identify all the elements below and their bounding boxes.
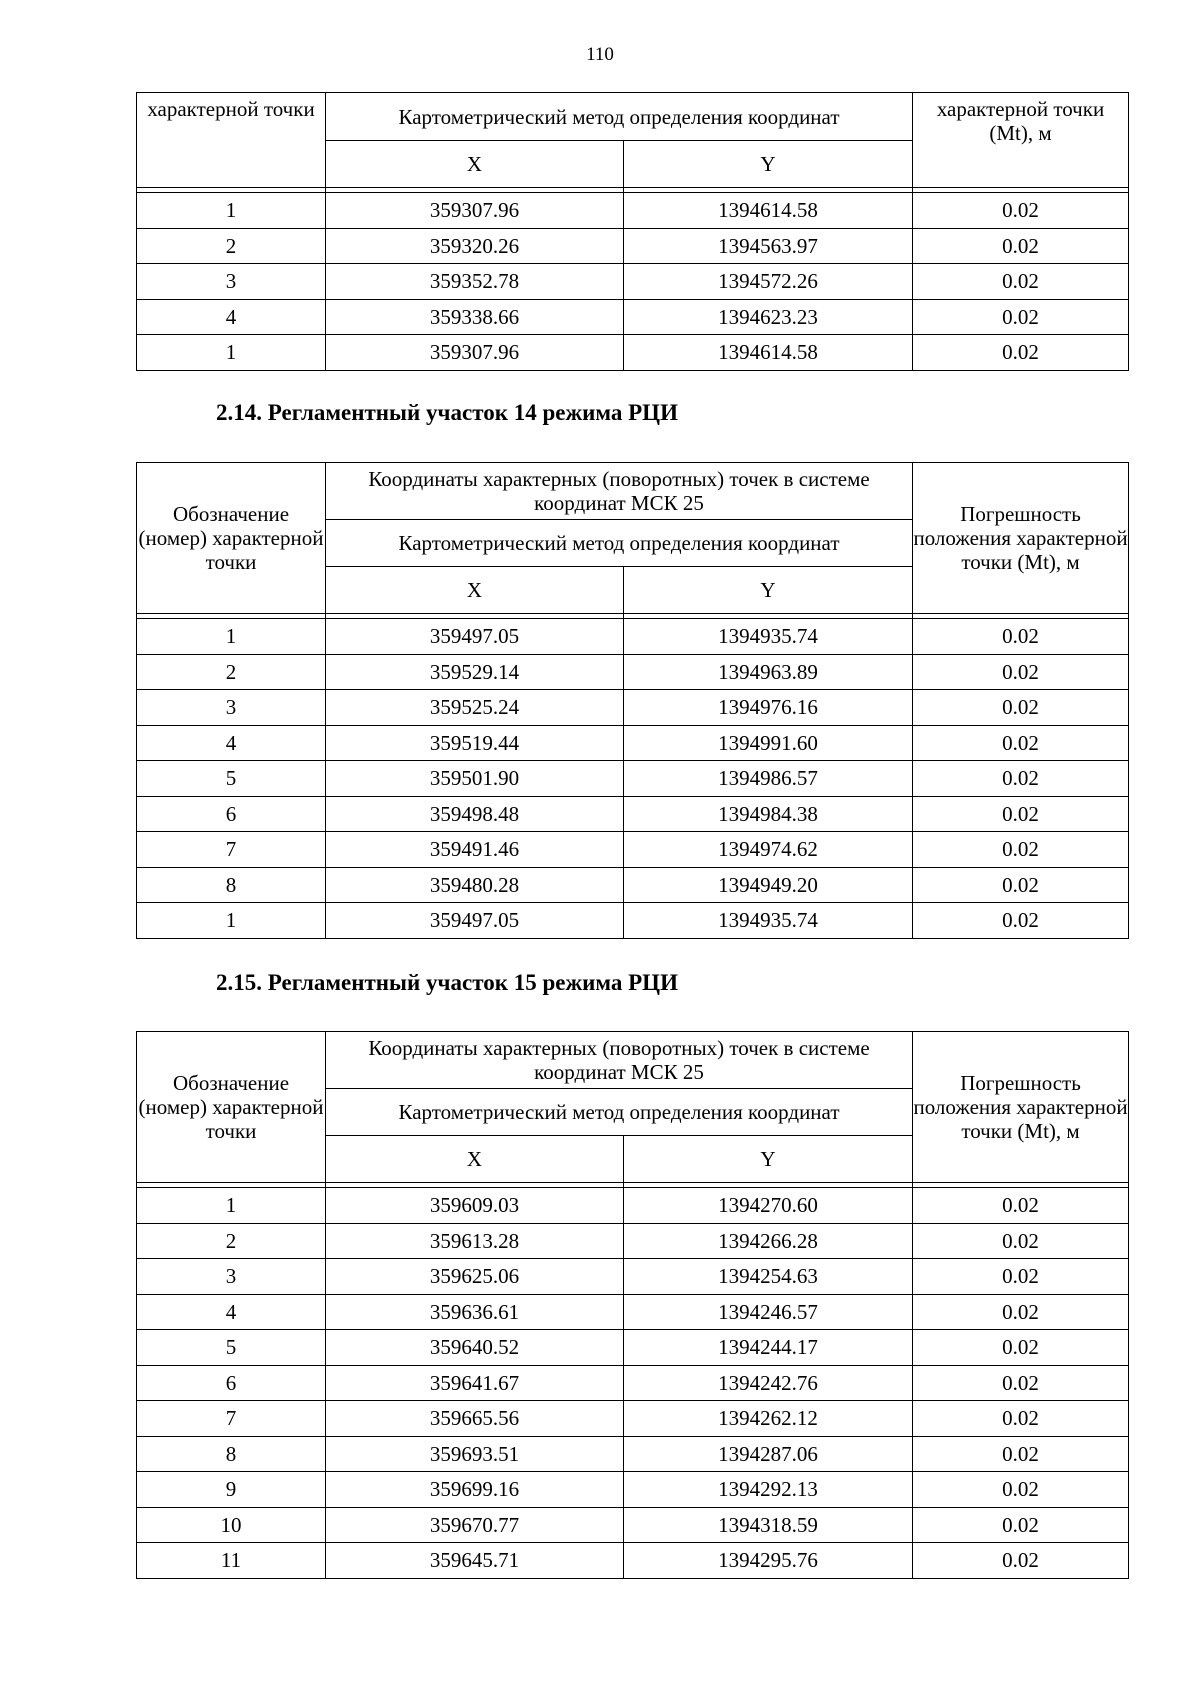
y-value: 1394295.76: [624, 1543, 913, 1579]
x-value: 359320.26: [326, 228, 624, 264]
y-value: 1394614.58: [624, 335, 913, 371]
point-number: 8: [137, 1436, 326, 1472]
y-value: 1394963.89: [624, 654, 913, 690]
point-number: 1: [137, 335, 326, 371]
table-row: [137, 1365, 1129, 1401]
y-value: 1394254.63: [624, 1259, 913, 1295]
x-value: 359641.67: [326, 1365, 624, 1401]
point-number: 11: [137, 1543, 326, 1579]
header-point-label: характерной точки: [137, 93, 326, 188]
x-value: 359480.28: [326, 867, 624, 903]
point-number: 4: [137, 299, 326, 335]
point-number: 2: [137, 654, 326, 690]
continuation-table: [136, 92, 1129, 371]
header-coords: Координаты характерных (поворотных) точек в системе координат МСК 25: [326, 1032, 913, 1089]
mt-value: 0.02: [913, 867, 1129, 903]
x-value: 359670.77: [326, 1507, 624, 1543]
point-number: 8: [137, 867, 326, 903]
point-number: 6: [137, 1365, 326, 1401]
table-row: [137, 619, 1129, 655]
x-value: 359625.06: [326, 1259, 624, 1295]
x-value: 359307.96: [326, 335, 624, 371]
y-value: 1394986.57: [624, 761, 913, 797]
header-x: X: [326, 567, 624, 614]
table-row: [137, 796, 1129, 832]
section-title-14: 2.14. Регламентный участок 14 режима РЦИ: [216, 400, 678, 425]
point-number: 10: [137, 1507, 326, 1543]
y-value: 1394292.13: [624, 1472, 913, 1508]
table-row: [137, 1330, 1129, 1366]
mt-value: 0.02: [913, 1507, 1129, 1543]
y-value: 1394246.57: [624, 1294, 913, 1330]
point-number: 3: [137, 264, 326, 300]
mt-value: 0.02: [913, 1401, 1129, 1437]
table-row: [137, 725, 1129, 761]
mt-value: 0.02: [913, 832, 1129, 868]
mt-value: 0.02: [913, 1294, 1129, 1330]
y-value: 1394270.60: [624, 1188, 913, 1224]
table-row: [137, 228, 1129, 264]
mt-value: 0.02: [913, 1188, 1129, 1224]
coordinates-table-15: [136, 1031, 1129, 1579]
table-row: [137, 832, 1129, 868]
y-value: 1394949.20: [624, 867, 913, 903]
header-y: Y: [624, 1136, 913, 1183]
mt-value: 0.02: [913, 193, 1129, 229]
y-value: 1394572.26: [624, 264, 913, 300]
y-value: 1394262.12: [624, 1401, 913, 1437]
y-value: 1394935.74: [624, 619, 913, 655]
header-method: Картометрический метод определения координат: [326, 520, 913, 567]
point-number: 7: [137, 832, 326, 868]
mt-value: 0.02: [913, 1472, 1129, 1508]
point-number: 1: [137, 903, 326, 939]
point-number: 2: [137, 228, 326, 264]
table-row: [137, 1188, 1129, 1224]
x-value: 359609.03: [326, 1188, 624, 1224]
section-title-15: 2.15. Регламентный участок 15 режима РЦИ: [216, 970, 678, 995]
x-value: 359613.28: [326, 1223, 624, 1259]
table-row: [137, 867, 1129, 903]
x-value: 359529.14: [326, 654, 624, 690]
table-row: [137, 1543, 1129, 1579]
point-number: 1: [137, 619, 326, 655]
point-number: 5: [137, 1330, 326, 1366]
point-number: 4: [137, 725, 326, 761]
page-number: 110: [586, 44, 614, 65]
point-number: 2: [137, 1223, 326, 1259]
x-value: 359497.05: [326, 619, 624, 655]
coordinates-table-14: [136, 462, 1129, 939]
mt-value: 0.02: [913, 725, 1129, 761]
x-value: 359636.61: [326, 1294, 624, 1330]
point-number: 4: [137, 1294, 326, 1330]
table-row: [137, 690, 1129, 726]
table-row: [137, 1507, 1129, 1543]
mt-value: 0.02: [913, 903, 1129, 939]
point-number: 9: [137, 1472, 326, 1508]
x-value: 359307.96: [326, 193, 624, 229]
point-number: 1: [137, 193, 326, 229]
x-value: 359693.51: [326, 1436, 624, 1472]
table-row: [137, 1294, 1129, 1330]
table-row: [137, 264, 1129, 300]
header-y: Y: [624, 567, 913, 614]
table-row: [137, 761, 1129, 797]
x-value: 359645.71: [326, 1543, 624, 1579]
point-number: 1: [137, 1188, 326, 1224]
y-value: 1394563.97: [624, 228, 913, 264]
table-row: [137, 1259, 1129, 1295]
header-x: X: [326, 1136, 624, 1183]
x-value: 359498.48: [326, 796, 624, 832]
table-row: [137, 193, 1129, 229]
header-error-label: Погрешность положения характерной точки (Mt), м: [913, 463, 1129, 614]
x-value: 359519.44: [326, 725, 624, 761]
x-value: 359352.78: [326, 264, 624, 300]
y-value: 1394984.38: [624, 796, 913, 832]
header-error-label: Погрешность положения характерной точки (Mt), м: [913, 1032, 1129, 1183]
mt-value: 0.02: [913, 1223, 1129, 1259]
y-value: 1394318.59: [624, 1507, 913, 1543]
header-error-label: характерной точки (Mt), м: [913, 93, 1129, 188]
x-value: 359497.05: [326, 903, 624, 939]
x-value: 359338.66: [326, 299, 624, 335]
table-row: [137, 335, 1129, 371]
y-value: 1394287.06: [624, 1436, 913, 1472]
header-method: Картометрический метод определения координат: [326, 1089, 913, 1136]
x-value: 359699.16: [326, 1472, 624, 1508]
point-number: 6: [137, 796, 326, 832]
mt-value: 0.02: [913, 654, 1129, 690]
mt-value: 0.02: [913, 299, 1129, 335]
x-value: 359525.24: [326, 690, 624, 726]
header-point-label: Обозначение (номер) характерной точки: [137, 1032, 326, 1183]
x-value: 359665.56: [326, 1401, 624, 1437]
y-value: 1394266.28: [624, 1223, 913, 1259]
table-row: [137, 1223, 1129, 1259]
point-number: 5: [137, 761, 326, 797]
header-point-label: Обозначение (номер) характерной точки: [137, 463, 326, 614]
x-value: 359491.46: [326, 832, 624, 868]
mt-value: 0.02: [913, 1365, 1129, 1401]
x-value: 359501.90: [326, 761, 624, 797]
header-y: Y: [624, 141, 913, 188]
mt-value: 0.02: [913, 1259, 1129, 1295]
mt-value: 0.02: [913, 690, 1129, 726]
header-method: Картометрический метод определения координат: [326, 93, 913, 141]
point-number: 7: [137, 1401, 326, 1437]
x-value: 359640.52: [326, 1330, 624, 1366]
mt-value: 0.02: [913, 335, 1129, 371]
mt-value: 0.02: [913, 1436, 1129, 1472]
table-row: [137, 1401, 1129, 1437]
mt-value: 0.02: [913, 264, 1129, 300]
y-value: 1394974.62: [624, 832, 913, 868]
table-row: [137, 1436, 1129, 1472]
y-value: 1394991.60: [624, 725, 913, 761]
y-value: 1394242.76: [624, 1365, 913, 1401]
mt-value: 0.02: [913, 796, 1129, 832]
y-value: 1394935.74: [624, 903, 913, 939]
y-value: 1394614.58: [624, 193, 913, 229]
mt-value: 0.02: [913, 619, 1129, 655]
y-value: 1394623.23: [624, 299, 913, 335]
header-x: X: [326, 141, 624, 188]
point-number: 3: [137, 690, 326, 726]
mt-value: 0.02: [913, 761, 1129, 797]
point-number: 3: [137, 1259, 326, 1295]
y-value: 1394976.16: [624, 690, 913, 726]
table-row: [137, 1472, 1129, 1508]
table-row: [137, 903, 1129, 939]
mt-value: 0.02: [913, 228, 1129, 264]
y-value: 1394244.17: [624, 1330, 913, 1366]
header-coords: Координаты характерных (поворотных) точек в системе координат МСК 25: [326, 463, 913, 520]
table-row: [137, 654, 1129, 690]
table-row: [137, 299, 1129, 335]
mt-value: 0.02: [913, 1330, 1129, 1366]
mt-value: 0.02: [913, 1543, 1129, 1579]
